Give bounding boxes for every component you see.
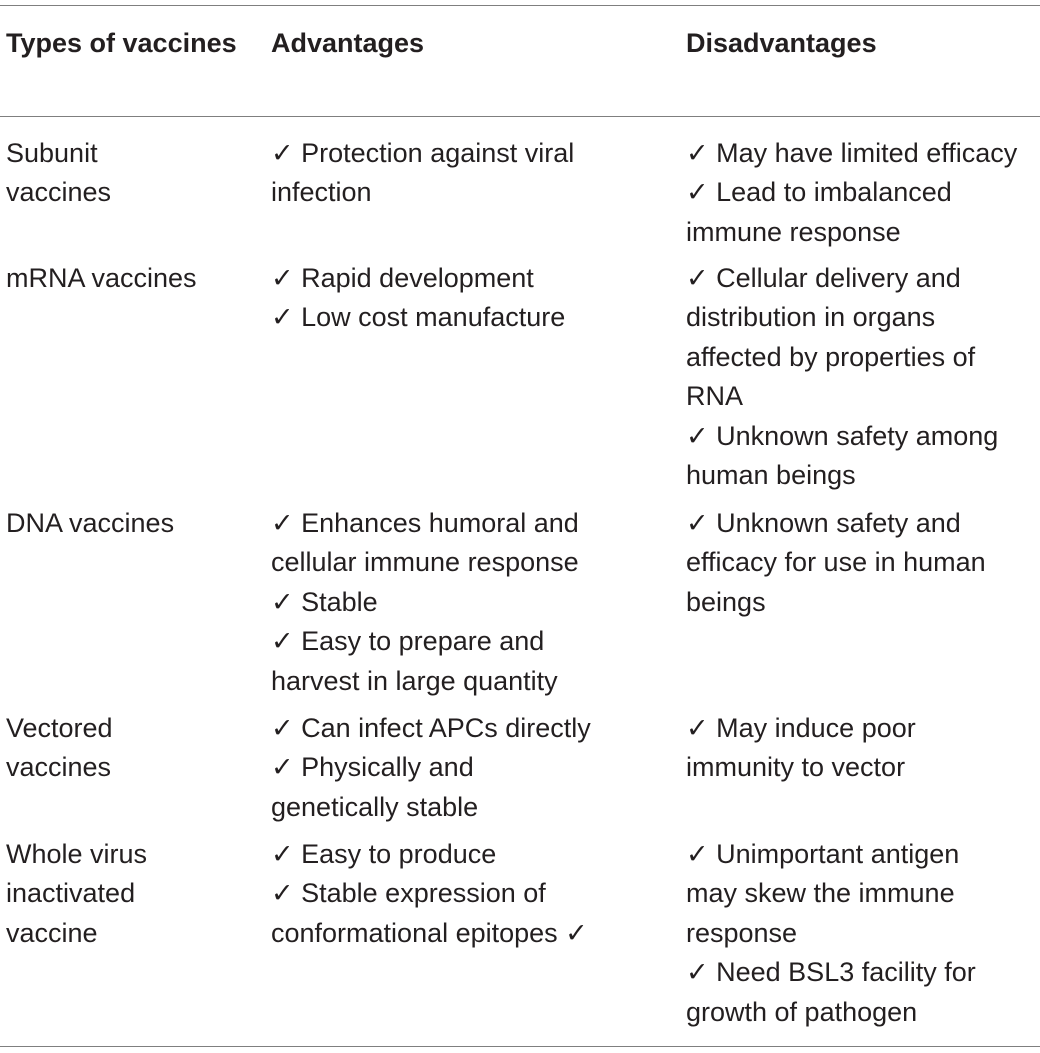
- table-bottom-rule: [0, 1046, 1040, 1047]
- vaccine-type: Subunit vaccines: [6, 138, 112, 208]
- advantages-cell: ✓ Can infect APCs directly ✓ Physically and genetically stable: [271, 713, 591, 822]
- advantages-cell: ✓ Protection against viral infection: [271, 138, 575, 208]
- vaccine-type: DNA vaccines: [6, 508, 175, 538]
- vaccine-type: Whole virus inactivated vaccine: [6, 839, 148, 948]
- disadvantages-cell: ✓ May induce poor immunity to vector: [686, 713, 916, 783]
- disadvantages-cell: ✓ May have limited efficacy ✓ Lead to imbalanced immune response: [686, 138, 1018, 247]
- header-types: Types of vaccines: [6, 28, 237, 58]
- header-disadvantages: Disadvantages: [686, 28, 877, 58]
- disadvantages-cell: ✓ Unknown safety and efficacy for use in human beings: [686, 508, 986, 617]
- disadvantages-cell: ✓ Unimportant antigen may skew the immune response ✓ Need BSL3 facility for growth of pathogen: [686, 839, 976, 1027]
- disadvantages-cell: ✓ Cellular delivery and distribution in organs affected by properties of RNA ✓ Unknown safety among human beings: [686, 263, 999, 491]
- advantages-cell: ✓ Rapid development ✓ Low cost manufacture: [271, 263, 566, 333]
- advantages-cell: ✓ Easy to produce ✓ Stable expression of conformational epitopes ✓: [271, 839, 588, 948]
- vaccine-type: mRNA vaccines: [6, 263, 197, 293]
- header-advantages: Advantages: [271, 28, 425, 58]
- vaccine-type: Vectored vaccines: [6, 713, 113, 783]
- advantages-cell: ✓ Enhances humoral and cellular immune response ✓ Stable ✓ Easy to prepare and harvest in large quantity: [271, 508, 579, 696]
- header-rule: [0, 116, 1040, 117]
- table-top-rule: [0, 5, 1040, 6]
